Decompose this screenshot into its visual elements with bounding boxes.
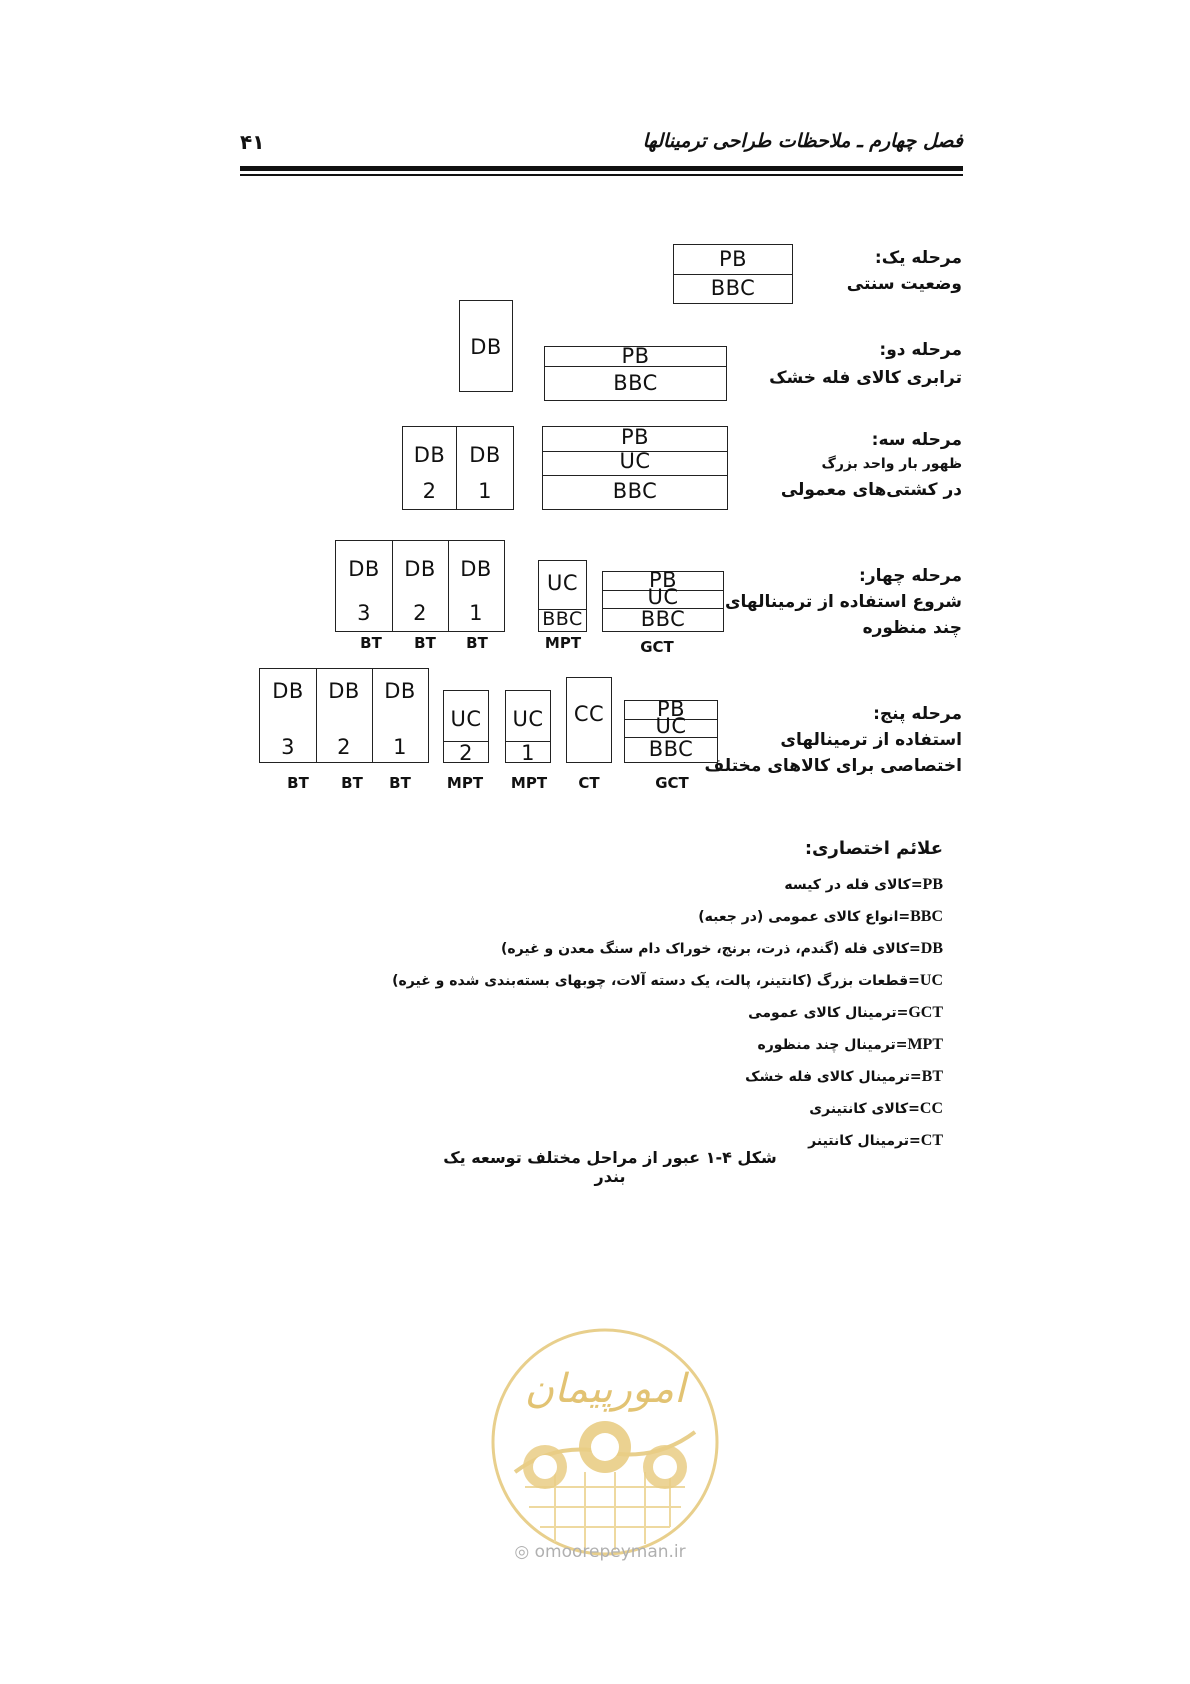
s5-mpt-label-1: MPT bbox=[446, 774, 484, 792]
s5-uc1: UC bbox=[512, 707, 544, 731]
s5-pb: PB bbox=[656, 697, 686, 721]
s4-bbc-m: BBC bbox=[542, 608, 583, 630]
stage-2-title: مرحله دو: bbox=[879, 340, 962, 360]
s5-db3: DB bbox=[272, 679, 304, 703]
port-stages-diagram bbox=[0, 0, 1190, 820]
s5-m2: 2 bbox=[459, 741, 473, 765]
legend-item: PB=کالای فله در کیسه bbox=[784, 876, 943, 893]
stage-1-desc: وضعیت سنتی bbox=[846, 274, 962, 294]
s3-db-box bbox=[402, 426, 514, 510]
s4-gct-label: GCT bbox=[640, 638, 674, 656]
stage-1-title: مرحله یک: bbox=[874, 248, 962, 268]
s5-gct-label: GCT bbox=[655, 774, 689, 792]
s3-db2: DB bbox=[413, 443, 446, 467]
s5-mpt1-box bbox=[505, 690, 551, 763]
s4-mpt-box bbox=[538, 560, 587, 632]
legend-item: DB=کالای فله (گندم، ذرت، برنج، خوراک دام سنگ معدن و غیره) bbox=[501, 940, 943, 957]
s5-n3: 3 bbox=[281, 735, 295, 759]
s2-db: DB bbox=[470, 335, 502, 359]
figure-caption: شکل ۴-۱ عبور از مراحل مختلف توسعه یک بندر bbox=[443, 1148, 777, 1186]
s4-db2: DB bbox=[404, 557, 436, 581]
legend-item: UC=قطعات بزرگ (کانتینر، پالت، یک دسته آلات، چوبهای بسته‌بندی شده و غیره) bbox=[392, 972, 943, 989]
s3-n2: 2 bbox=[422, 479, 437, 503]
s3-uc: UC bbox=[619, 449, 651, 473]
s4-gct-box bbox=[602, 568, 724, 632]
globe-icon: ◎ bbox=[514, 1542, 530, 1562]
page-number: ۴۱ bbox=[240, 130, 265, 154]
s4-bt-label-1: BT bbox=[360, 634, 382, 652]
s3-n1: 1 bbox=[478, 479, 492, 503]
legend-item: MPT=ترمینال چند منظوره bbox=[757, 1036, 943, 1053]
s5-db2: DB bbox=[328, 679, 360, 703]
stage-5-desc-1: استفاده از ترمینالهای bbox=[780, 730, 962, 750]
s4-uc-g: UC bbox=[647, 585, 679, 609]
s5-bt-box bbox=[259, 668, 429, 763]
watermark-logo bbox=[485, 1322, 725, 1562]
s1-pb: PB bbox=[718, 247, 748, 271]
s4-n2: 2 bbox=[413, 601, 427, 625]
s5-gct-box bbox=[624, 697, 718, 763]
s5-uc-g: UC bbox=[655, 714, 687, 738]
s5-bt-label-2: BT bbox=[341, 774, 363, 792]
stage-4-desc-1: شروع استفاده از ترمینالهای bbox=[724, 592, 962, 612]
watermark-url: ◎ omoorepeyman.ir bbox=[514, 1542, 686, 1562]
stage-3-desc-2: در کشتی‌های معمولی bbox=[780, 480, 962, 500]
s2-db-box bbox=[459, 300, 513, 392]
s5-db1: DB bbox=[384, 679, 416, 703]
s1-terminal-box bbox=[673, 244, 793, 304]
s4-uc: UC bbox=[546, 571, 579, 595]
s4-n3: 3 bbox=[357, 601, 371, 625]
s5-ct-box bbox=[566, 677, 612, 763]
s4-db3: DB bbox=[348, 557, 380, 581]
s5-n2: 2 bbox=[337, 735, 351, 759]
legend-item: BT=ترمینال کالای فله خشک bbox=[745, 1068, 943, 1085]
stage-4-desc-2: چند منظوره bbox=[862, 618, 962, 638]
s4-bt-label-3: BT bbox=[466, 634, 488, 652]
s4-pb: PB bbox=[648, 568, 678, 592]
s4-n1: 1 bbox=[469, 601, 483, 625]
stage-2-desc: ترابری کالای فله خشک bbox=[769, 368, 962, 388]
stage-5-desc-2: اختصاصی برای کالاهای مختلف bbox=[704, 756, 962, 776]
s4-mpt-label: MPT bbox=[544, 634, 582, 652]
s5-mpt2-box bbox=[443, 690, 489, 763]
legend-item: BBC=انواع کالای عمومی (در جعبه) bbox=[698, 908, 943, 925]
stage-3-title: مرحله سه: bbox=[871, 430, 962, 450]
s5-bbc-g: BBC bbox=[648, 737, 694, 761]
s5-ct-label: CT bbox=[578, 774, 600, 792]
chapter-title: فصل چهارم ـ ملاحظات طراحی ترمینالها bbox=[642, 130, 963, 152]
s3-terminal-box bbox=[542, 426, 728, 510]
abbreviations-legend bbox=[392, 838, 943, 1157]
legend-title: علائم اختصاری: bbox=[804, 838, 943, 859]
s5-n1: 1 bbox=[393, 735, 407, 759]
legend-item: CT=ترمینال کانتینر bbox=[808, 1132, 943, 1149]
s5-mpt-label-2: MPT bbox=[510, 774, 548, 792]
stage-3-desc-1: ظهور بار واحد بزرگ bbox=[821, 456, 962, 472]
s3-bbc: BBC bbox=[612, 479, 658, 503]
s2-pb: PB bbox=[621, 344, 650, 368]
s5-m1: 1 bbox=[521, 741, 535, 765]
s5-uc2: UC bbox=[450, 707, 482, 731]
legend-item: GCT=ترمینال کالای عمومی bbox=[748, 1004, 943, 1021]
legend-item: CC=کالای کانتینری bbox=[809, 1100, 943, 1117]
stage-4-title: مرحله چهار: bbox=[859, 566, 962, 586]
s4-db1: DB bbox=[460, 557, 492, 581]
s3-pb: PB bbox=[620, 425, 650, 449]
s4-bbc-g: BBC bbox=[640, 607, 686, 631]
watermark-logo-text: امورپیمان bbox=[524, 1366, 686, 1412]
s5-bt-label-3: BT bbox=[389, 774, 411, 792]
s1-bbc: BBC bbox=[710, 276, 756, 300]
s5-bt-label-1: BT bbox=[287, 774, 309, 792]
s2-terminal-box bbox=[544, 346, 727, 401]
s5-cc: CC bbox=[573, 702, 605, 726]
s3-db1: DB bbox=[469, 443, 501, 467]
s4-bt-box bbox=[335, 540, 505, 632]
s4-bt-label-2: BT bbox=[414, 634, 436, 652]
stage-5-title: مرحله پنج: bbox=[873, 704, 962, 724]
s2-bbc: BBC bbox=[613, 371, 658, 395]
